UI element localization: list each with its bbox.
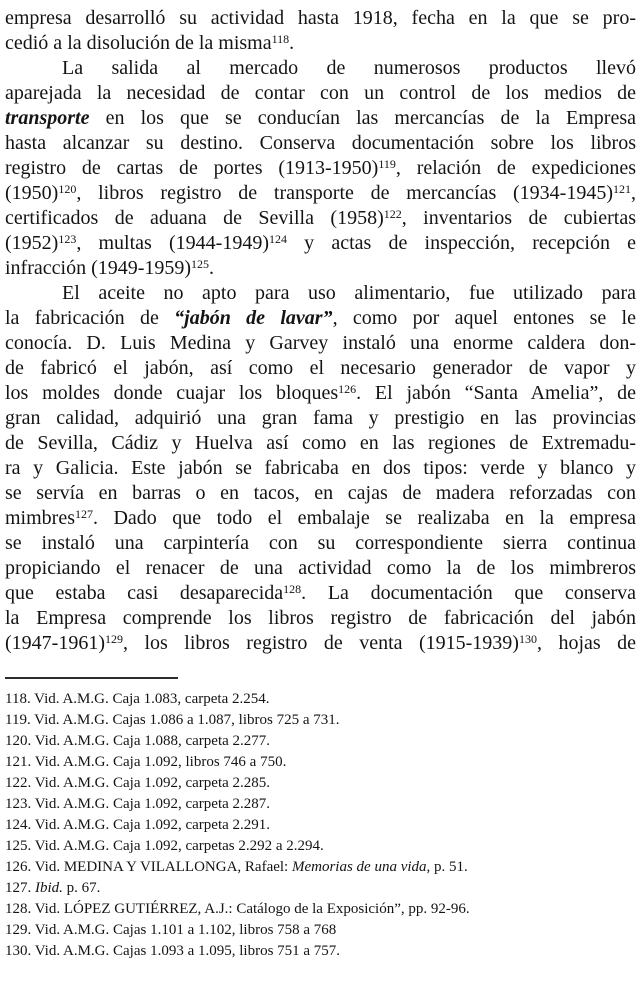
- footnote-item: [5, 836, 636, 857]
- text-line: [5, 331, 636, 356]
- text-run: de fabricó el jabón, así como el necesario generador de vapor y: [5, 357, 636, 379]
- footnote-ref: 128: [283, 582, 302, 597]
- text-run: El aceite no apto para uso alimentario, fue utilizado para: [62, 282, 636, 304]
- text-line: [5, 556, 636, 581]
- text-line: [5, 606, 636, 631]
- footnote-item: [5, 794, 636, 815]
- text-run: . El jabón “Santa Amelia”, de: [356, 382, 636, 404]
- text-run: mimbres: [5, 507, 75, 529]
- text-line: [5, 156, 636, 181]
- text-run: propiciando el renacer de una actividad como la de los mimbreros: [5, 557, 636, 579]
- footnote-item: [5, 920, 636, 941]
- text-run: , libros registro de transporte de mercancías (1934-1945): [76, 182, 613, 204]
- footnote-ref: 129: [104, 632, 123, 647]
- text-run: 126. Vid. MEDINA Y VILALLONGA, Rafael:: [5, 859, 292, 875]
- text-run: 128. Vid. LÓPEZ GUTIÉRREZ, A.J.: Catálogo de la Exposición”, pp. 92-96.: [5, 901, 470, 917]
- footnote-ref: 119: [378, 157, 396, 172]
- text-run: certificados de aduana de Sevilla (1958): [5, 207, 384, 229]
- footnote-item: [5, 752, 636, 773]
- footnote-item: [5, 731, 636, 752]
- text-run: .: [289, 32, 295, 54]
- text-run: la Empresa comprende los libros registro de fabricación del jabón: [5, 607, 636, 629]
- text-run: 120. Vid. A.M.G. Caja 1.088, carpeta 2.277.: [5, 733, 271, 749]
- text-run: cedió a la disolución de la misma: [5, 32, 272, 54]
- text-run: Memorias de una vida: [291, 859, 427, 875]
- footnote-item: [5, 899, 636, 920]
- text-line: [5, 356, 636, 381]
- text-run: .: [209, 257, 215, 279]
- text-run: transporte: [5, 107, 90, 129]
- text-line: [5, 181, 636, 206]
- text-run: 130. Vid. A.M.G. Cajas 1.093 a 1.095, libros 751 a 757.: [5, 943, 341, 959]
- text-line: [5, 481, 636, 506]
- text-run: aparejada la necesidad de contar con un control de los medios de: [5, 82, 636, 104]
- text-run: 129. Vid. A.M.G. Cajas 1.101 a 1.102, libros 758 a 768: [5, 922, 337, 938]
- footnote-ref: 123: [58, 232, 77, 247]
- footnote-item: [5, 710, 636, 731]
- text-line: [5, 106, 636, 131]
- text-line: [5, 456, 636, 481]
- footnote-ref: 124: [268, 232, 287, 247]
- text-run: gran calidad, adquirió una gran fama y prestigio en las provincias: [5, 407, 636, 429]
- text-run: empresa desarrolló su actividad hasta 1918, fecha en la que se pro-: [5, 7, 636, 29]
- text-line: [5, 406, 636, 431]
- footnote-item: [5, 773, 636, 794]
- text-run: (1952): [5, 232, 59, 254]
- text-line: [5, 31, 636, 56]
- text-run: 118. Vid. A.M.G. Caja 1.083, carpeta 2.254.: [5, 691, 270, 707]
- text-run: (1950): [5, 182, 59, 204]
- text-run: . La documentación que conserva: [301, 582, 636, 604]
- text-run: La salida al mercado de numerosos productos llevó: [62, 57, 636, 79]
- text-run: registro de cartas de portes (1913-1950): [5, 157, 379, 179]
- text-run: , como por aquel entones se le: [332, 307, 636, 329]
- footnote-ref: 122: [383, 207, 402, 222]
- text-run: “jabón de lavar”: [174, 307, 333, 329]
- text-run: p. 67.: [62, 880, 101, 896]
- text-line: [5, 281, 636, 306]
- footnote-separator-rule: [5, 677, 178, 679]
- text-run: 121. Vid. A.M.G. Caja 1.092, libros 746 a 750.: [5, 754, 287, 770]
- text-run: , inventarios de cubiertas: [401, 207, 636, 229]
- footnote-ref: 120: [58, 182, 77, 197]
- text-line: [5, 206, 636, 231]
- text-run: ra y Galicia. Este jabón se fabricaba en dos tipos: verde y blanco y: [5, 457, 636, 479]
- text-run: infracción (1949-1959): [5, 257, 192, 279]
- text-line: [5, 131, 636, 156]
- text-line: [5, 506, 636, 531]
- footnote-ref: 127: [75, 507, 93, 522]
- text-run: en los que se conducían las mercancías de la Empresa: [89, 107, 636, 129]
- text-line: [5, 531, 636, 556]
- text-run: de Sevilla, Cádiz y Huelva así como en las regiones de Extremadu-: [5, 432, 636, 454]
- footnote-item: [5, 815, 636, 836]
- text-line: [5, 81, 636, 106]
- text-run: . Dado que todo el embalaje se realizaba en la empresa: [93, 507, 636, 529]
- text-run: , multas (1944-1949): [76, 232, 269, 254]
- text-run: (1947-1961): [5, 632, 105, 654]
- text-line: [5, 581, 636, 606]
- text-line: [5, 431, 636, 456]
- text-run: , p. 51.: [426, 859, 468, 875]
- text-run: se servía en barras o en tacos, en cajas de madera reforzadas con: [5, 482, 636, 504]
- text-run: se instaló una carpintería con su correspondiente sierra continua: [5, 532, 636, 554]
- text-run: 119. Vid. A.M.G. Cajas 1.086 a 1.087, libros 725 a 731.: [5, 712, 340, 728]
- text-run: 122. Vid. A.M.G. Caja 1.092, carpeta 2.285.: [5, 775, 271, 791]
- text-line: [5, 306, 636, 331]
- text-run: hasta alcanzar su destino. Conserva documentación sobre los libros: [5, 132, 636, 154]
- text-run: Ibid.: [35, 880, 63, 896]
- text-run: 125. Vid. A.M.G. Caja 1.092, carpetas 2.292 a 2.294.: [5, 838, 324, 854]
- footnotes-section: [0, 689, 641, 962]
- footnote-item: [5, 689, 636, 710]
- text-run: ,: [631, 182, 636, 204]
- footnote-ref: 121: [613, 182, 631, 197]
- text-run: la fabricación de: [5, 307, 175, 329]
- text-run: 124. Vid. A.M.G. Caja 1.092, carpeta 2.291.: [5, 817, 271, 833]
- text-line: [5, 631, 636, 656]
- text-line: [5, 381, 636, 406]
- text-line: [5, 256, 636, 281]
- text-run: que estaba casi desaparecida: [5, 582, 284, 604]
- footnote-ref: 118: [271, 32, 290, 47]
- text-run: , hojas de: [536, 632, 636, 654]
- text-run: los moldes donde cuajar los bloques: [5, 382, 339, 404]
- paragraph: [5, 56, 636, 281]
- text-run: , relación de expediciones: [395, 157, 636, 179]
- paragraph: [5, 281, 636, 656]
- footnote-ref: 130: [518, 632, 537, 647]
- footnote-item: [5, 857, 636, 878]
- footnote-ref: 126: [338, 382, 357, 397]
- footnote-item: [5, 878, 636, 899]
- text-line: [5, 56, 636, 81]
- text-run: , los libros registro de venta (1915-1939): [122, 632, 519, 654]
- text-run: 123. Vid. A.M.G. Caja 1.092, carpeta 2.287.: [5, 796, 271, 812]
- text-run: y actas de inspección, recepción e: [286, 232, 636, 254]
- footnote-ref: 125: [191, 257, 210, 272]
- text-run: conocía. D. Luis Medina y Garvey instaló una enorme caldera don-: [5, 332, 636, 354]
- text-line: [5, 231, 636, 256]
- text-line: [5, 6, 636, 31]
- paragraph: [5, 6, 636, 56]
- footnote-item: [5, 941, 636, 962]
- text-run: 127.: [5, 880, 35, 896]
